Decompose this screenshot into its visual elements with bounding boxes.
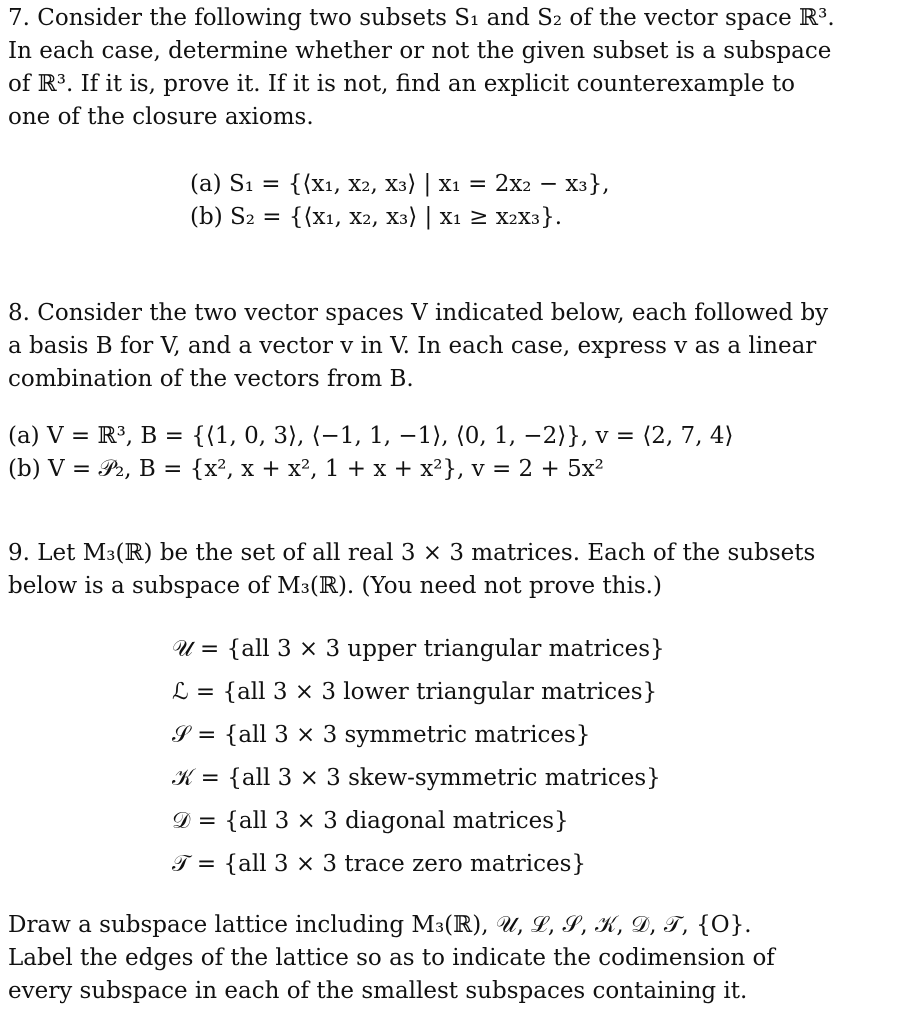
subspace-skew-symmetric: 𝒦 = {all 3 × 3 skew-symmetric matrices} <box>172 765 661 791</box>
subspace-upper-triangular: 𝒰 = {all 3 × 3 upper triangular matrices} <box>172 636 665 662</box>
problem-8-parts <box>8 420 733 486</box>
problem-7-part-a: (a) S₁ = {⟨x₁, x₂, x₃⟩ | x₁ = 2x₂ − x₃}, <box>190 171 610 197</box>
problem-7-parts <box>190 168 610 234</box>
problem-7-line: 7. Consider the following two subsets S₁ and S₂ of the vector space ℝ³. <box>8 5 835 31</box>
problem-8-statement <box>8 297 868 396</box>
problem-8-part-a: (a) V = ℝ³, B = {⟨1, 0, 3⟩, ⟨−1, 1, −1⟩, ⟨0, 1, −2⟩}, v = ⟨2, 7, 4⟩ <box>8 423 734 449</box>
problem-9-line: below is a subspace of M₃(ℝ). (You need not prove this.) <box>8 573 662 599</box>
problem-9-closing <box>8 909 868 1008</box>
problem-7-statement <box>8 2 868 134</box>
problem-7-line: one of the closure axioms. <box>8 104 314 130</box>
problem-9-line: 9. Let M₃(ℝ) be the set of all real 3 × 3 matrices. Each of the subsets <box>8 540 816 566</box>
subspace-lower-triangular: ℒ = {all 3 × 3 lower triangular matrices} <box>172 679 658 705</box>
problem-9-closing-line: Label the edges of the lattice so as to indicate the codimension of <box>8 945 775 971</box>
problem-9-closing-line: every subspace in each of the smallest subspaces containing it. <box>8 978 748 1004</box>
problem-9-statement <box>8 537 868 603</box>
problem-7-line: In each case, determine whether or not the given subset is a subspace <box>8 38 832 64</box>
problem-8-line: combination of the vectors from B. <box>8 366 414 392</box>
problem-7-part-b: (b) S₂ = {⟨x₁, x₂, x₃⟩ | x₁ ≥ x₂x₃}. <box>190 204 563 230</box>
problem-8-part-b: (b) V = 𝒫₂, B = {x², x + x², 1 + x + x²}, v = 2 + 5x² <box>8 456 604 482</box>
subspace-diagonal: 𝒟 = {all 3 × 3 diagonal matrices} <box>172 808 569 834</box>
subspace-symmetric: 𝒮 = {all 3 × 3 symmetric matrices} <box>172 722 591 748</box>
problem-8-line: 8. Consider the two vector spaces V indicated below, each followed by <box>8 300 829 326</box>
subspace-trace-zero: 𝒯 = {all 3 × 3 trace zero matrices} <box>172 851 587 877</box>
subspace-list <box>172 628 665 886</box>
problem-8-line: a basis B for V, and a vector v in V. In each case, express v as a linear <box>8 333 817 359</box>
problem-9-closing-line: Draw a subspace lattice including M₃(ℝ), 𝒰, ℒ, 𝒮, 𝒦, 𝒟, 𝒯, {O}. <box>8 912 752 938</box>
problem-7-line: of ℝ³. If it is, prove it. If it is not, find an explicit counterexample to <box>8 71 795 97</box>
